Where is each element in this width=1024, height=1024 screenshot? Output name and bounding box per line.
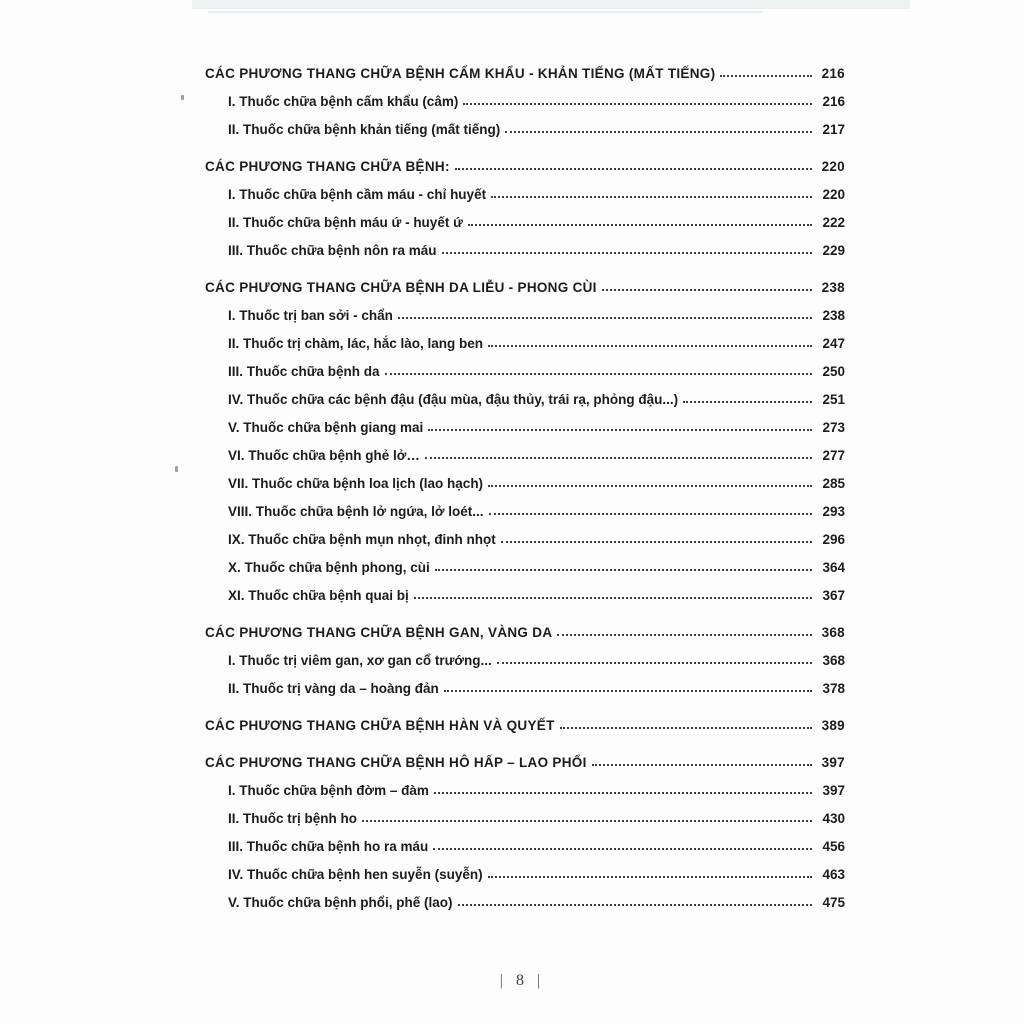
toc-item-label: I. Thuốc trị ban sởi - chẩn — [228, 308, 393, 323]
toc-item-label: XI. Thuốc chữa bệnh quai bị — [228, 588, 409, 603]
page-number: 217 — [822, 122, 845, 137]
dot-leader — [425, 457, 812, 459]
toc-item-label: VIII. Thuốc chữa bệnh lở ngứa, lở loét... — [228, 504, 484, 519]
dot-leader — [433, 848, 812, 850]
toc-item-row — [205, 671, 845, 699]
dot-leader — [488, 485, 812, 487]
dot-leader — [455, 168, 812, 170]
page-speck — [175, 466, 178, 472]
footer-bar-left: | — [499, 972, 503, 989]
page-number: 475 — [822, 895, 845, 910]
page-number: 250 — [822, 364, 845, 379]
page-number: 368 — [821, 625, 845, 640]
dot-leader — [444, 690, 812, 692]
footer-page-number: 8 — [516, 972, 524, 989]
toc-item-row — [205, 801, 845, 829]
dot-leader — [497, 662, 812, 664]
toc-item-label: IV. Thuốc chữa các bệnh đậu (đậu mùa, đậu thủy, trái rạ, phỏng đậu...) — [228, 392, 679, 407]
dot-leader — [434, 792, 812, 794]
page-number: 251 — [822, 392, 845, 407]
page-number: 273 — [822, 420, 845, 435]
toc-item-label: V. Thuốc chữa bệnh phổi, phế (lao) — [228, 895, 453, 910]
toc-item-label: II. Thuốc trị vàng da – hoàng đản — [228, 681, 439, 696]
toc-item-row — [205, 829, 845, 857]
page-number: 397 — [821, 755, 845, 770]
toc-item-row — [205, 466, 845, 494]
toc-item-row — [205, 233, 845, 261]
toc-item-row — [205, 438, 845, 466]
toc-item-label: III. Thuốc chữa bệnh ho ra máu — [228, 839, 429, 854]
toc-item-label: II. Thuốc trị chàm, lác, hắc lào, lang ben — [228, 336, 484, 351]
toc-item-label: I. Thuốc trị viêm gan, xơ gan cổ trướng... — [228, 653, 492, 668]
toc-item-label: I. Thuốc chữa bệnh đờm – đàm — [228, 783, 429, 798]
dot-leader — [488, 345, 812, 347]
toc-item-row — [205, 205, 845, 233]
dot-leader — [428, 429, 812, 431]
toc-section-title: CÁC PHƯƠNG THANG CHỮA BỆNH CẤM KHẨU - KHẢN TIẾNG (MẤT TIẾNG) — [205, 66, 716, 81]
page-number: 364 — [822, 560, 845, 575]
toc-item-row — [205, 382, 845, 410]
dot-leader — [560, 727, 812, 729]
toc-item-label: I. Thuốc chữa bệnh cấm khẩu (câm) — [228, 94, 459, 109]
page-number: 222 — [822, 215, 845, 230]
toc-item-label: III. Thuốc chữa bệnh nôn ra máu — [228, 243, 437, 258]
dot-leader — [362, 820, 812, 822]
toc-section-row — [205, 270, 845, 298]
page-number: 367 — [822, 588, 845, 603]
page-number: 238 — [822, 308, 845, 323]
toc-item-label: III. Thuốc chữa bệnh da — [228, 364, 380, 379]
dot-leader — [592, 764, 812, 766]
dot-leader — [414, 597, 812, 599]
toc-item-label: I. Thuốc chữa bệnh cầm máu - chỉ huyết — [228, 187, 487, 202]
toc-item-row — [205, 354, 845, 382]
toc-item-label: VII. Thuốc chữa bệnh loa lịch (lao hạch) — [228, 476, 484, 491]
page-number: 229 — [822, 243, 845, 258]
dot-leader — [501, 541, 812, 543]
toc-section-row — [205, 615, 845, 643]
page-number: 397 — [822, 783, 845, 798]
page-number: 247 — [822, 336, 845, 351]
page-number: 216 — [822, 94, 845, 109]
toc-item-row — [205, 112, 845, 140]
page-number: 296 — [822, 532, 845, 547]
page-number: 220 — [821, 159, 845, 174]
toc-item-label: II. Thuốc trị bệnh ho — [228, 811, 357, 826]
page-number: 456 — [822, 839, 845, 854]
toc-item-label: V. Thuốc chữa bệnh giang mai — [228, 420, 424, 435]
page-number: 216 — [821, 66, 845, 81]
toc-item-row — [205, 885, 845, 913]
toc-item-label: VI. Thuốc chữa bệnh ghẻ lở… — [228, 448, 420, 463]
dot-leader — [468, 224, 812, 226]
toc — [205, 56, 845, 913]
dot-leader — [398, 317, 812, 319]
toc-section-title: CÁC PHƯƠNG THANG CHỮA BỆNH: — [205, 159, 450, 174]
toc-section-title: CÁC PHƯƠNG THANG CHỮA BỆNH GAN, VÀNG DA — [205, 625, 553, 640]
dot-leader — [385, 373, 812, 375]
toc-item-row — [205, 326, 845, 354]
toc-item-row — [205, 298, 845, 326]
toc-section-row — [205, 56, 845, 84]
toc-item-row — [205, 494, 845, 522]
page-number: 463 — [822, 867, 845, 882]
dot-leader — [489, 513, 812, 515]
page-footer — [0, 972, 1024, 990]
dot-leader — [602, 289, 812, 291]
toc-item-row — [205, 522, 845, 550]
dot-leader — [442, 252, 812, 254]
footer-bar-right: | — [537, 972, 541, 989]
page-number: 238 — [821, 280, 845, 295]
toc-section-row — [205, 708, 845, 736]
dot-leader — [458, 904, 812, 906]
toc-item-row — [205, 84, 845, 112]
toc-item-row — [205, 857, 845, 885]
page-number: 389 — [821, 718, 845, 733]
toc-section-row — [205, 745, 845, 773]
dot-leader — [557, 634, 812, 636]
dot-leader — [720, 75, 812, 77]
toc-item-row — [205, 410, 845, 438]
dot-leader — [488, 876, 812, 878]
toc-item-label: X. Thuốc chữa bệnh phong, cùi — [228, 560, 430, 575]
toc-item-label: II. Thuốc chữa bệnh máu ứ - huyết ứ — [228, 215, 463, 230]
toc-item-row — [205, 773, 845, 801]
dot-leader — [491, 196, 812, 198]
toc-section-row — [205, 149, 845, 177]
toc-section-title: CÁC PHƯƠNG THANG CHỮA BỆNH HÀN VÀ QUYẾT — [205, 718, 555, 733]
dot-leader — [683, 401, 812, 403]
toc-item-label: II. Thuốc chữa bệnh khản tiếng (mất tiếng) — [228, 122, 501, 137]
page-number: 277 — [822, 448, 845, 463]
page-edge-line — [208, 11, 763, 13]
dot-leader — [463, 103, 812, 105]
dot-leader — [435, 569, 812, 571]
page-speck — [181, 95, 184, 100]
page-number: 430 — [822, 811, 845, 826]
toc-section-title: CÁC PHƯƠNG THANG CHỮA BỆNH DA LIỄU - PHONG CÙI — [205, 280, 597, 295]
toc-item-row — [205, 643, 845, 671]
page-number: 368 — [822, 653, 845, 668]
toc-item-row — [205, 578, 845, 606]
page-number: 293 — [822, 504, 845, 519]
toc-item-label: IV. Thuốc chữa bệnh hen suyễn (suyễn) — [228, 867, 483, 882]
page-number: 220 — [822, 187, 845, 202]
page-edge-shadow — [192, 0, 910, 9]
toc-item-label: IX. Thuốc chữa bệnh mụn nhọt, đinh nhọt — [228, 532, 496, 547]
toc-item-row — [205, 177, 845, 205]
page-number: 285 — [822, 476, 845, 491]
toc-item-row — [205, 550, 845, 578]
toc-section-title: CÁC PHƯƠNG THANG CHỮA BỆNH HÔ HẤP – LAO PHỔI — [205, 755, 587, 770]
page-number: 378 — [822, 681, 845, 696]
dot-leader — [505, 131, 812, 133]
